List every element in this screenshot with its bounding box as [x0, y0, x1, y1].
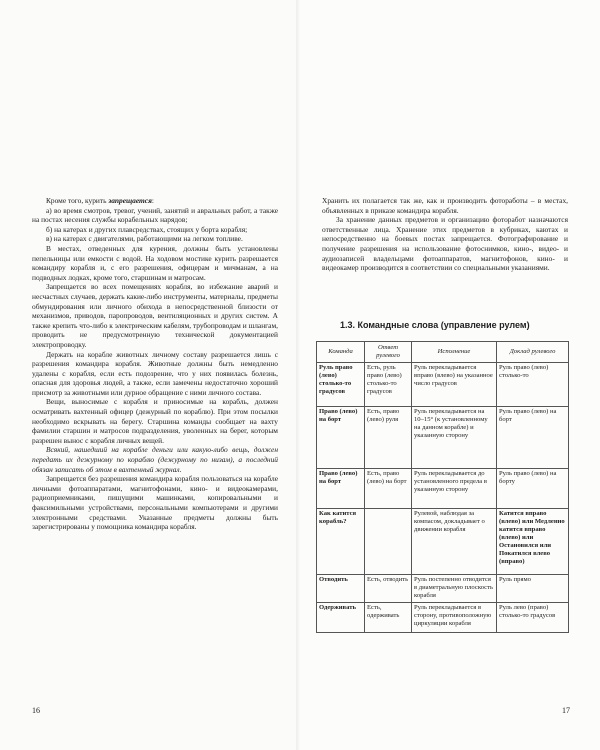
header-command: Команда [317, 342, 365, 363]
list-item-a: а) во время смотров, тревог, учений, занятий и авральных работ, а также на постах несения службы корабельных нарядов; [32, 205, 278, 225]
paragraph-animals: Держать на корабле животных личному составу разрешается лишь с разрешения командира корабля. Животные должны быть немедленно удалены с корабля, если есть подозрение, что у них появилась болезнь, опасная для здоровья людей, а также, если замечены недостаточно хороший присмотр за животными или дурное обращение с ними личного состава. [32, 349, 278, 397]
section-title: 1.3. Командные слова (управление рулем) [340, 320, 530, 330]
header-execution: Исполнение [412, 342, 497, 363]
paragraph-responsible-persons: За хранение данных предметов и организацию фоторабот назначаются ответственные лица. Хранение этих предметов в кубриках, каютах и непосредственно на боевых постах запрещается. Фотографирование и получение разрешения на использование фотоснимков, кино-, видео- и аудиозаписей владельцами фотоаппаратов, магнитофонов, кино- и видеокамер производится в соответствии со специальными указаниями. [322, 215, 568, 273]
cell-command: Отводить [317, 575, 365, 603]
cell-execution: Рулевой, наблюдая за компасом, докладывает о движении корабля [412, 509, 497, 575]
paragraph-prohibitions: Запрещается во всех помещениях корабля, во избежание аварий и несчастных случаев, держать какие-либо инструменты, материалы, предметы обмундирования или личного обихода в непосредственной близости от механизмов, приводов, паропроводов, вентиляционных и других систем. А также крепить что-либо к электрическим кабелям, трубопроводам и шлангам, проводить не предусмотренную технической документацией электропроводку. [32, 282, 278, 349]
page-number-right: 17 [562, 706, 570, 715]
paragraph-smoking-places: В местах, отведенных для курения, должны быть установлены пепельницы или емкости с водой. На ходовом мостике курить разрешается командиру корабля и, с его разрешения, офицерам и мичманам, а на подводных лодках, кроме того, старшинам и матросам. [32, 243, 278, 282]
right-page-text [322, 196, 568, 273]
cell-response [365, 509, 412, 575]
cell-report: Руль право (лево) столько-то [497, 363, 569, 407]
cell-command: Как катится корабль? [317, 509, 365, 575]
command-table [316, 341, 569, 633]
cell-response: Есть, право (лево) руля [365, 407, 412, 469]
cell-report: Руль право (лево) на борту [497, 469, 569, 509]
cell-command: Право (лево) на борт [317, 469, 365, 509]
table-row [317, 575, 569, 603]
cell-report: Руль право (лево) на борт [497, 407, 569, 469]
table-header-row [317, 342, 569, 363]
page-number-left: 16 [32, 706, 40, 715]
cell-report: Катится вправо (влево) или Медленно катится вправо (влево) или Остановился или Покатился влево (вправо) [497, 509, 569, 575]
cell-command: Одерживать [317, 603, 365, 633]
table-row [317, 603, 569, 633]
cell-execution: Руль перекладывается вправо (влево) на указанное число градусов [412, 363, 497, 407]
header-report: Доклад рулевого [497, 342, 569, 363]
table-row [317, 407, 569, 469]
cell-response: Есть, отводить [365, 575, 412, 603]
cell-execution: Руль постепенно отводится в диаметральную плоскость корабля [412, 575, 497, 603]
paragraph-storage: Хранить их полагается так же, как и производить фотоработы – в местах, объявленных в приказе командира корабля. [322, 196, 568, 215]
table-row [317, 363, 569, 407]
cell-report: Руль прямо [497, 575, 569, 603]
smoking-intro: Кроме того, курить запрещается: [46, 196, 154, 205]
cell-execution: Руль перекладывается в сторону, противоположную циркуляции корабля [412, 603, 497, 633]
cell-command: Руль право (лево) столько-то градусов [317, 363, 365, 407]
list-item-b: б) на катерах и других плавсредствах, стоящих у борта корабля; [46, 224, 248, 234]
cell-response: Есть, одерживать [365, 603, 412, 633]
header-response: Ответ рулевого [365, 342, 412, 363]
cell-report: Руль лево (право) столько-то градусов [497, 603, 569, 633]
cell-execution: Руль перекладывается до установленного предела в указанную сторону [412, 469, 497, 509]
cell-command: Право (лево) на борт [317, 407, 365, 469]
cell-response: Есть, руль право (лево) столько-то градусов [365, 363, 412, 407]
list-item-c: в) на катерах с двигателями, работающими на легком топливе. [46, 234, 243, 244]
cell-response: Есть, право (лево) на борт [365, 469, 412, 509]
cell-execution: Руль перекладывается на 10–15° (к установленному на данном корабле) и указанную сторону [412, 407, 497, 469]
table-row [317, 469, 569, 509]
paragraph-found-items: Всякий, нашедший на корабле деньги или какую-либо вещь, должен передать их дежурному по кораблю (дежурному по низам), а последний обязан записать об этом в вахтенный журнал. [32, 445, 278, 474]
left-page-text [32, 196, 278, 532]
paragraph-electronics: Запрещается без разрешения командира корабля пользоваться на корабле личными фотоаппаратами, магнитофонами, кино- и видеокамерами, радиоприемниками, пишущими машинками, копировальными и факсимильными устройствами, персональными компьютерами и другими электронными средствами. Указанные предметы должны быть зарегистрированы у помощника командира корабля. [32, 474, 278, 532]
table-row [317, 509, 569, 575]
paragraph-belongings: Вещи, выносимые с корабля и приносимые на корабль, должен осматривать вахтенный офицер (дежурный по кораблю). При этом посылки необходимо вскрывать на берегу. Старшина команды сообщает на вахту фамилии старшин и матросов подразделения, уволенных на берег, которым разрешен вынос с корабля личных вещей. [32, 397, 278, 445]
